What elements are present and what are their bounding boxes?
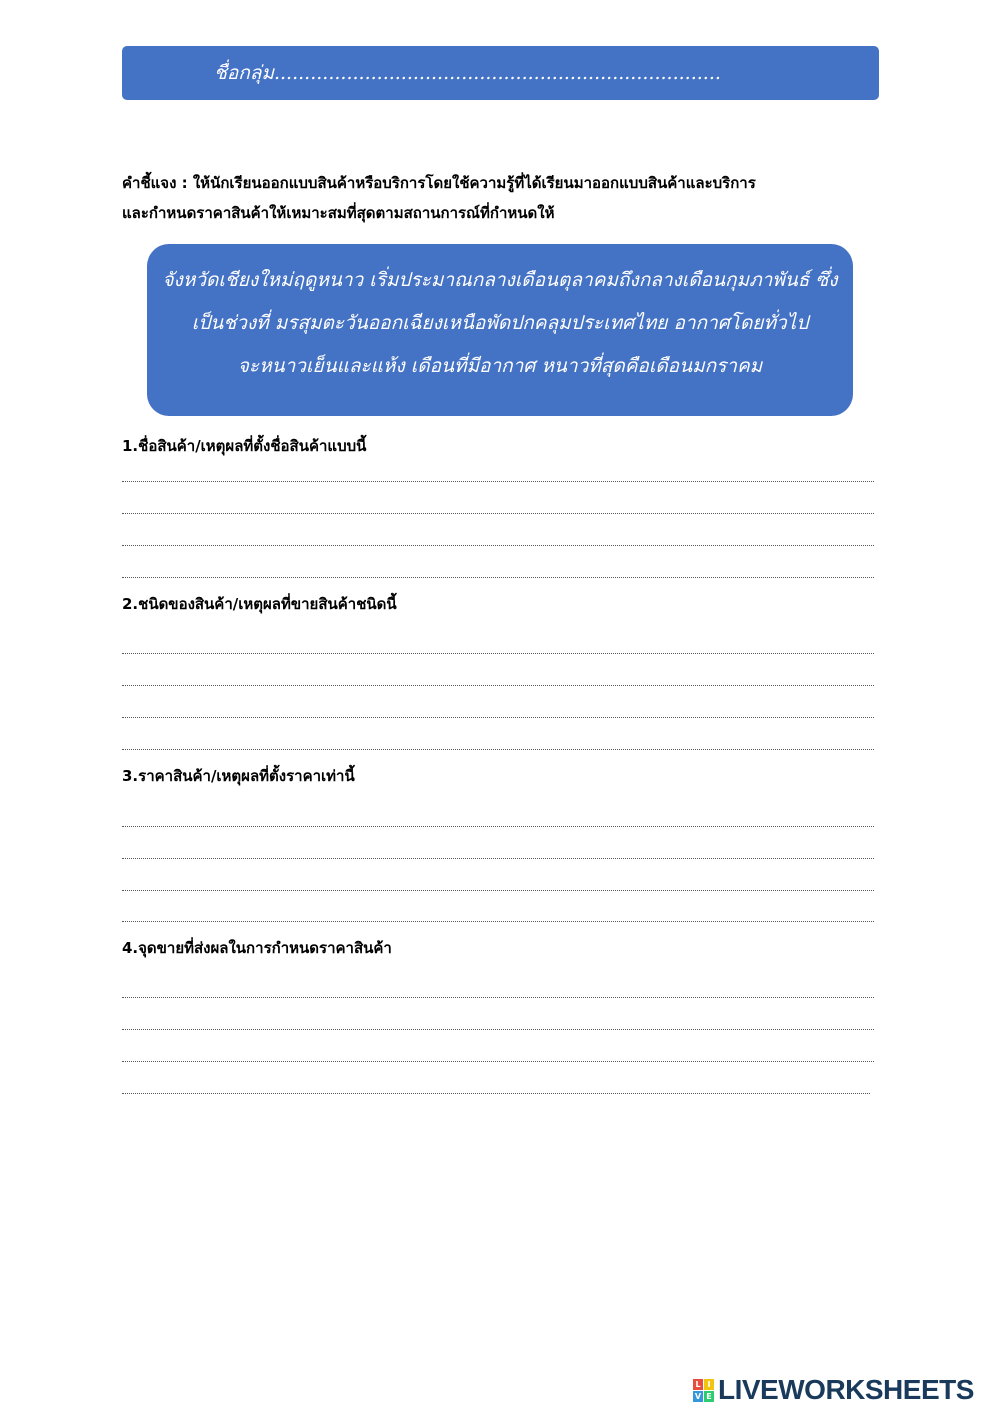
scenario-line-3: จะหนาวเย็นและแห้ง เดือนที่มีอากาศ หนาวที่สุดคือเดือนมกราคม (237, 355, 763, 377)
instructions-line-1: คำชี้แจง : ให้นักเรียนออกแบบสินค้าหรือบริการโดยใช้ความรู้ที่ได้เรียนมาออกแบบสินค้าและบริการ (122, 174, 756, 192)
answer-line-4-4[interactable] (122, 1093, 870, 1094)
answer-line-4-2[interactable] (122, 1029, 874, 1030)
answer-line-4-3[interactable] (122, 1061, 874, 1062)
answer-line-2-1[interactable] (122, 653, 874, 654)
instructions (122, 168, 882, 228)
logo-letter-i: I (704, 1379, 714, 1390)
logo-letter-l: L (693, 1379, 703, 1390)
logo-letter-e: E (704, 1391, 714, 1402)
liveworksheets-logo-icon (693, 1379, 714, 1402)
liveworksheets-logo-text: LIVEWORKSHEETS (718, 1374, 974, 1405)
answer-line-3-3[interactable] (122, 890, 874, 891)
logo-letter-v: V (694, 1391, 702, 1401)
question-2-label: 2.ชนิดของสินค้า/เหตุผลที่ขายสินค้าชนิดนี้ (122, 595, 397, 613)
liveworksheets-logo (693, 1373, 974, 1407)
instructions-line-2: และกำหนดราคาสินค้าให้เหมาะสมที่สุดตามสถานการณ์ที่กำหนดให้ (122, 204, 555, 222)
answer-line-1-4[interactable] (122, 577, 874, 578)
answer-line-2-4[interactable] (122, 749, 874, 750)
answer-line-2-2[interactable] (122, 685, 874, 686)
answer-line-3-1[interactable] (122, 826, 874, 827)
scenario-line-1: จังหวัดเชียงใหม่ฤดูหนาว เริ่มประมาณกลางเดือนตุลาคมถึงกลางเดือนกุมภาพันธ์ ซึ่ง (162, 269, 838, 291)
scenario-box (147, 244, 853, 416)
answer-line-1-3[interactable] (122, 545, 874, 546)
answer-line-1-1[interactable] (122, 481, 874, 482)
answer-line-1-2[interactable] (122, 513, 874, 514)
question-1-label: 1.ชื่อสินค้า/เหตุผลที่ตั้งชื่อสินค้าแบบนี้ (122, 437, 367, 455)
answer-line-3-4[interactable] (122, 921, 874, 922)
group-name-banner (122, 46, 879, 100)
group-name-label: ชื่อกลุ่ม.......................................................................... (214, 62, 721, 84)
scenario-line-2: เป็นช่วงที่ มรสุมตะวันออกเฉียงเหนือพัดปกคลุมประเทศไทย อากาศโดยทั่วไป (191, 312, 809, 334)
answer-line-3-2[interactable] (122, 858, 874, 859)
answer-line-4-1[interactable] (122, 997, 874, 998)
question-4-label: 4.จุดขายที่ส่งผลในการกำหนดราคาสินค้า (122, 939, 392, 957)
answer-line-2-3[interactable] (122, 717, 874, 718)
question-3-label: 3.ราคาสินค้า/เหตุผลที่ตั้งราคาเท่านี้ (122, 767, 355, 785)
